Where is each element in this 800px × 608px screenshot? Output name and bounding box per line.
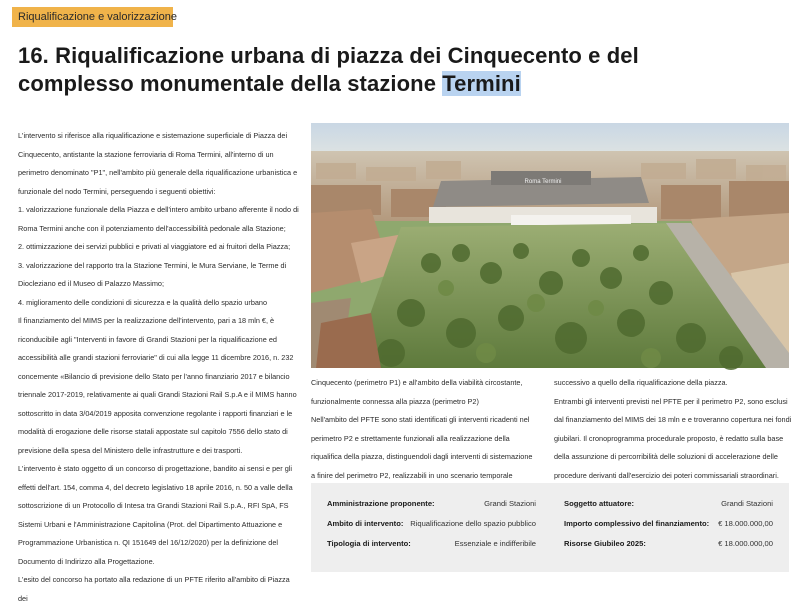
project-info-box <box>311 483 789 572</box>
info-label: Ambito di intervento: <box>327 519 404 528</box>
info-row <box>564 497 773 517</box>
paragraph: 2. ottimizzazione dei servizi pubblici e privati al viaggiatore ed ai fruitori della Piazza; <box>18 242 291 251</box>
info-column-right <box>564 497 773 557</box>
paragraph: 3. valorizzazione del rapporto tra la Stazione Termini, le Mura Serviane, le Terme di Diocleziano ed il Museo di Palazzo Massimo; <box>18 260 287 288</box>
info-value: Riqualificazione dello spazio pubblico <box>410 519 536 528</box>
info-value: € 18.000.000,00 <box>718 539 773 548</box>
station-sign: Roma Termini <box>524 179 562 185</box>
info-label: Tipologia di intervento: <box>327 539 411 548</box>
paragraph: 4. miglioramento delle condizioni di sicurezza e la qualità dello spazio urbano <box>18 297 268 307</box>
paragraph: Nell'ambito del PFTE sono stati identificati gli interventi ricadenti nel perimetro P2 e strettamente funzionali alla realizzazione della riqualifica della piazza, distinguendoli dagli interventi di sistemazione a finire del perimetro P2, realizzabili in uno scenario temporale <box>311 415 533 480</box>
left-text-column <box>18 127 301 608</box>
paragraph: Cinquecento (perimetro P1) e all'ambito della viabilità circostante, funzionalmente connessa alla piazza (perimetro P2) <box>311 378 523 406</box>
info-value: Grandi Stazioni <box>484 499 536 508</box>
info-label: Soggetto attuatore: <box>564 499 635 508</box>
info-row <box>564 537 773 557</box>
aerial-photo-illustration <box>311 123 789 368</box>
paragraph: L'intervento è stato oggetto di un concorso di progettazione, bandito ai sensi e per gli effetti dell'art. 154, comma 4, del decreto legislativo 18 aprile 2016, n. 50 a valle della sottoscrizione di un Protocollo di Intesa tra Grandi Stazioni Rail S.p.A., RFI SpA, FS Sistemi Urbani e l'Amministrazione Capitolina (Prot. del Dipartimento Attuazione e Programmazione Urbanistica n. QI 151649 del 16/12/2020) per la definizione del Documento di Indirizzo alla Progettazione. <box>18 464 293 566</box>
title-highlight: Termini <box>442 71 521 96</box>
paragraph: L'intervento si riferisce alla riqualificazione e sistemazione superficiale di Piazza dei Cinquecento, antistante la stazione ferroviaria di Roma Termini, all'interno di un perimetro denominato "P1", nell'ambito più generale della riqualificazione urbanistica e funzionale del nodo Termini, perseguendo i seguenti obiettivi: <box>18 131 298 196</box>
page-title <box>18 42 718 98</box>
paragraph: L'esito del concorso ha portato alla redazione di un PFTE riferito all'ambito di Piazza dei <box>18 575 290 603</box>
info-label: Risorse Giubileo 2025: <box>564 539 646 548</box>
info-value: Essenziale e indifferibile <box>454 539 536 548</box>
aerial-photo-termini <box>311 123 789 368</box>
paragraph: Il finanziamento del MIMS per la realizzazione dell'intervento, pari a 18 mln €, è riconducibile agli "Interventi in favore di Grandi Stazioni per la riqualificazione ed accessibilità alle grandi stazioni ferroviarie" di cui alla legge 11 dicembre 2016, n. 232 concernente «Bilancio di previsione dello Stato per l'anno finanziario 2017 e bilancio triennale 2017-2019, relativamente ai quali Grandi Stazioni Rail S.p.A e il MIMS hanno sottoscritto in data 3/04/2019 apposita convenzione regolante i rapporti finanziari e le modalità di erogazione delle risorse statali appostate sul capitolo 7556 dello stato di previsione della spesa del Ministero delle infrastrutture e dei trasporti. <box>18 316 297 455</box>
info-column-left <box>327 497 536 557</box>
info-value: Grandi Stazioni <box>721 499 773 508</box>
paragraph: 1. valorizzazione funzionale della Piazza e dell'intero ambito urbano afferente il nodo di Roma Termini anche con il potenziamento dell'accessibilità pedonale alla Stazione; <box>18 205 299 233</box>
info-label: Amministrazione proponente: <box>327 499 435 508</box>
right-text-column <box>554 374 792 485</box>
title-main: 16. Riqualificazione urbana di piazza dei Cinquecento e del complesso monumentale della stazione <box>18 43 639 96</box>
info-row <box>327 517 536 537</box>
paragraph: Entrambi gli interventi previsti nel PFTE per il perimetro P2, sono esclusi dal finanziamento del MIMS dei 18 mln e e troveranno copertura nei fondi giubilari. Il cronoprogramma procedurale proposto, è redatto sulla base della assunzione di percorribilità delle soluzioni di accelerazione delle procedure derivanti dall'esercizio dei poteri commissariali straordinari. <box>554 396 792 480</box>
paragraph: successivo a quello della riqualificazione della piazza. <box>554 378 728 387</box>
info-label: Importo complessivo del finanziamento: <box>564 519 710 528</box>
info-row <box>327 497 536 517</box>
section-tag: Riqualificazione e valorizzazione <box>12 7 173 27</box>
info-row <box>564 517 773 537</box>
info-row <box>327 537 536 557</box>
info-value: € 18.000.000,00 <box>718 519 773 528</box>
